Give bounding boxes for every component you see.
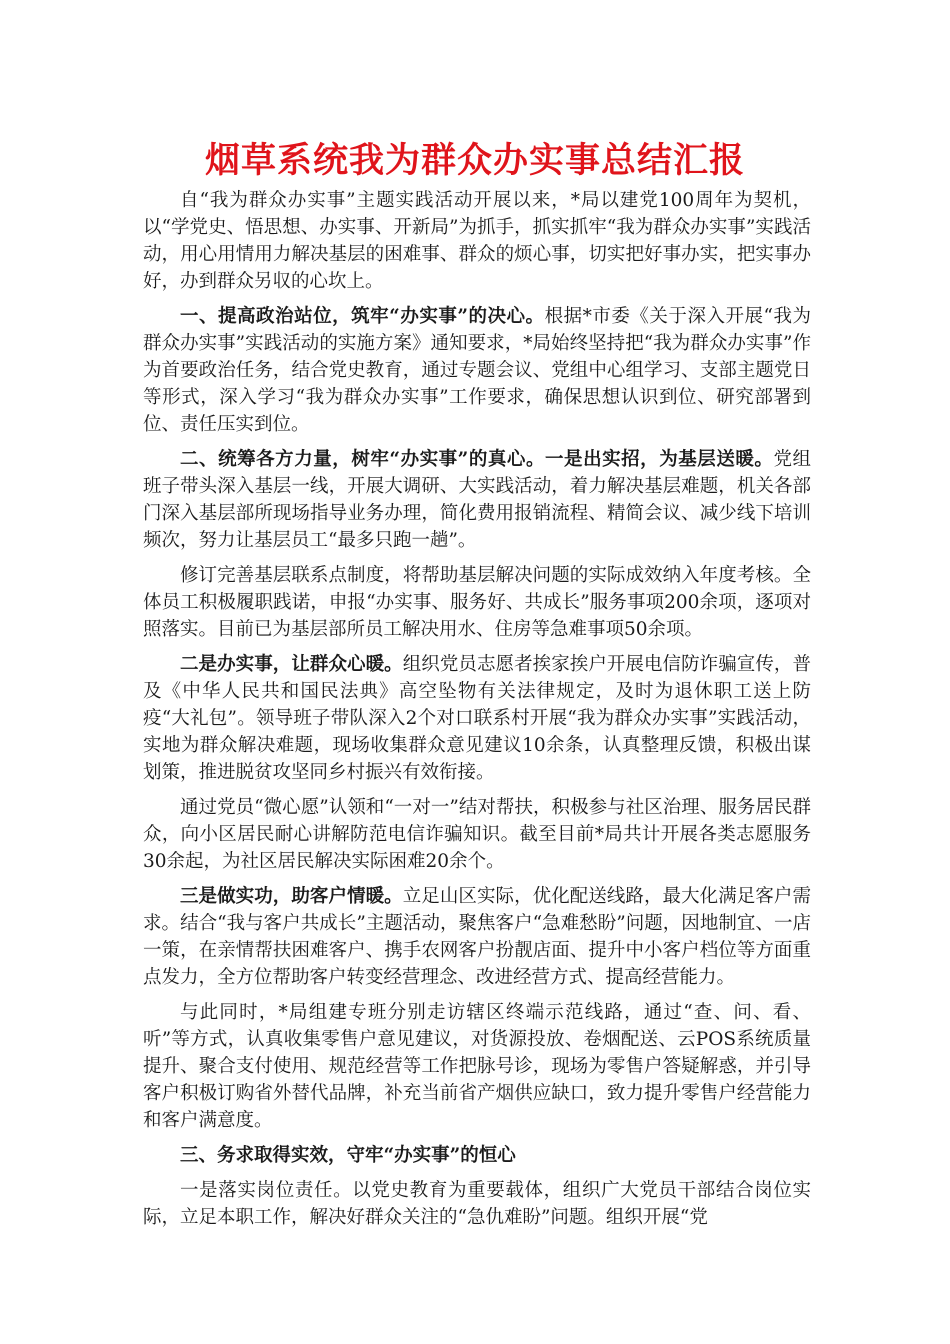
paragraph-text: 自“我为群众办实事”主题实践活动开展以来，*局以建党100周年为契机，以“学党史、悟思想、办实事、开新局”为抓手，抓实抓牢“我为群众办实事”实践活动，用心用情用力解决基层的困难事、群众的烦心事，切实把好事办实，把实事办好，办到群众另収的心坎上。 xyxy=(143,190,811,292)
paragraph-heading: 三是做实功，助客户情暖。 xyxy=(180,886,403,907)
paragraph xyxy=(143,794,811,875)
paragraph-text: 组织党员志愿者挨家挨户开展电信防诈骗宣传，普及《中华人民共和国民法典》高空坠物有关法律规定，及时为退休职工送上防疫“大礼包”。领导班子带队深入2个对口联系村开展“我为群众办实事”实践活动，实地为群众解决难题，现场收集群众意见建议10余条，认真整理反馈，积极出谋划策，推进脱贫攻坚同乡村振兴有效衔接。 xyxy=(143,654,811,783)
paragraph-heading: 一、提高政治站位，筑牢“办实事”的决心。 xyxy=(180,306,545,327)
paragraph xyxy=(143,883,811,991)
paragraph xyxy=(143,562,811,643)
paragraph-heading: 三、务求取得实效，守牢“办实事”的恒心 xyxy=(180,1145,516,1166)
paragraph-text: 修订完善基层联系点制度，将帮助基层解决问题的实际成效纳入年度考核。全体员工积极履职践诺，申报“办实事、服务好、共成长”服务事项200余项，逐项对照落实。目前已为基层部所员工解决用水、住房等急难事项50余项。 xyxy=(143,565,811,640)
paragraph xyxy=(143,1142,811,1169)
paragraph-heading: 二是办实事，让群众心暖。 xyxy=(180,654,403,675)
paragraph-text: 与此同时，*局组建专班分别走访辖区终端示范线路，通过“查、问、看、听”等方式，认真收集零售户意见建议，对货源投放、卷烟配送、云POS系统质量提升、聚合支付使用、规范经营等工作把脉号诊，现场为零售户答疑解惑，并引导客户积极订购省外替代品牌，补充当前省产烟供应缺口，致力提升零售户经营能力和客户满意度。 xyxy=(143,1002,811,1131)
paragraph-heading: 二、统筹各方力量，树牢“办实事”的真心。一是出实招，为基层送暖。 xyxy=(180,449,774,470)
paragraph-text: 党组班子带头深入基层一线，开展大调研、大实践活动，着力解决基层难题，机关各部门深入基层部所现场指导业务办理，简化费用报销流程、精简会议、减少线下培训频次，努力让基层员工“最多只跑一趟”。 xyxy=(143,449,811,551)
paragraph xyxy=(143,651,811,786)
paragraph-text: 根据*市委《关于深入开展“我为群众办实事”实践活动的实施方案》通知要求，*局始终坚持把“我为群众办实事”作为首要政治任务，结合党史教育，通过专题会议、党组中心组学习、支部主题党日等形式，深入学习“我为群众办实事”工作要求，确保思想认识到位、研究部署到位、责任压实到位。 xyxy=(143,306,811,435)
document-body xyxy=(143,187,811,1239)
paragraph xyxy=(143,303,811,438)
paragraph-text: 立足山区实际，优化配送线路，最大化满足客户需求。结合“我与客户共成长”主题活动，聚焦客户“急难愁盼”问题，因地制宜、一店一策，在亲情帮扶困难客户、携手农网客户扮靓店面、提升中小客户档位等方面重点发力，全方位帮助客户转变经营理念、改进经营方式、提高经营能力。 xyxy=(143,886,811,988)
paragraph xyxy=(143,446,811,554)
paragraph xyxy=(143,187,811,295)
paragraph xyxy=(143,999,811,1134)
paragraph-text: 一是落实岗位责任。以党史教育为重要载体，组织广大党员干部结合岗位实际，立足本职工作，解决好群众关注的“急仇难盼”问题。组织开展“党 xyxy=(143,1180,811,1228)
document-title: 烟草系统我为群众办实事总结汇报 xyxy=(204,140,745,181)
paragraph-text: 通过党员“微心愿”认领和“一对一”结对帮扶，积极参与社区治理、服务居民群众，向小区居民耐心讲解防范电信诈骗知识。截至目前*局共计开展各类志愿服务30余起，为社区居民解决实际困难20余个。 xyxy=(143,797,811,872)
paragraph xyxy=(143,1177,811,1231)
